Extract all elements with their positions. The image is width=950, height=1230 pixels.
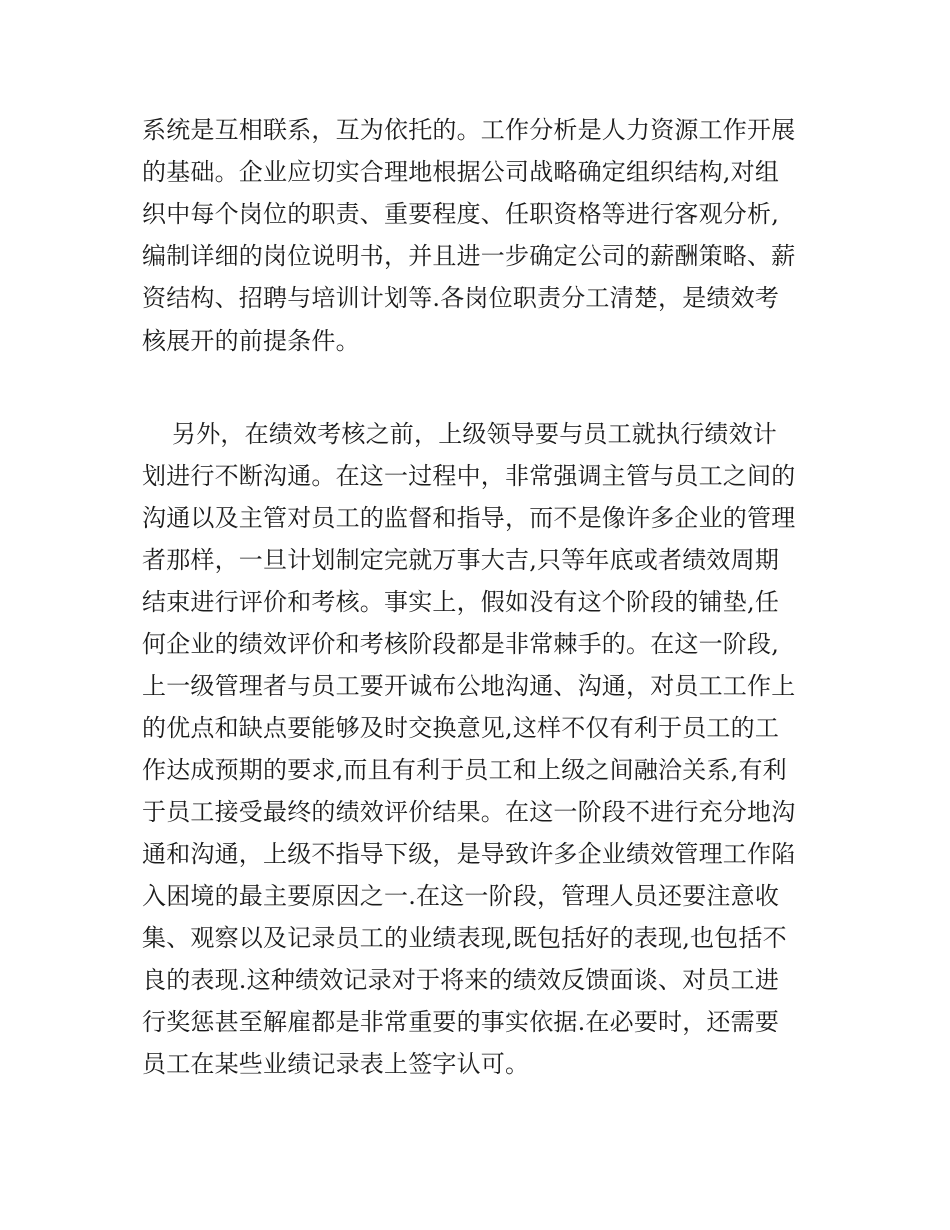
paragraph-1-line-3: 织中每个岗位的职责、重要程度、任职资格等进行客观分析, bbox=[142, 200, 780, 228]
paragraph-2-line-2: 划进行不断沟通。在这一过程中，非常强调主管与员工之间的 bbox=[142, 462, 796, 490]
paragraph-1-line-2: 的基础。企业应切实合理地根据公司战略确定组织结构,对组 bbox=[142, 158, 780, 186]
paragraph-2-line-3: 沟通以及主管对员工的监督和指导，而不是像许多企业的管理 bbox=[142, 504, 796, 532]
paragraph-1-line-5: 资结构、招聘与培训计划等.各岗位职责分工清楚，是绩效考 bbox=[142, 284, 780, 312]
paragraph-2-line-7: 上一级管理者与员工要开诚布公地沟通、沟通，对员工工作上 bbox=[142, 672, 796, 700]
paragraph-2-line-4: 者那样，一旦计划制定完就万事大吉,只等年底或者绩效周期 bbox=[142, 546, 780, 574]
paragraph-1-line-4: 编制详细的岗位说明书，并且进一步确定公司的薪酬策略、薪 bbox=[142, 242, 796, 270]
paragraph-2-line-8: 的优点和缺点要能够及时交换意见,这样不仅有利于员工的工 bbox=[142, 714, 780, 742]
paragraph-2-line-10: 于员工接受最终的绩效评价结果。在这一阶段不进行充分地沟 bbox=[142, 798, 796, 826]
paragraph-2-line-12: 入困境的最主要原因之一.在这一阶段，管理人员还要注意收 bbox=[142, 882, 780, 910]
paragraph-2-line-6: 何企业的绩效评价和考核阶段都是非常棘手的。在这一阶段, bbox=[142, 630, 780, 658]
paragraph-2-line-11: 通和沟通，上级不指导下级，是导致许多企业绩效管理工作陷 bbox=[142, 840, 796, 868]
paragraph-2-line-1: 另外，在绩效考核之前，上级领导要与员工就执行绩效计 bbox=[172, 420, 777, 448]
paragraph-2-line-9: 作达成预期的要求,而且有利于员工和上级之间融洽关系,有利 bbox=[142, 756, 787, 784]
paragraph-2-line-5: 结束进行评价和考核。事实上，假如没有这个阶段的铺垫,任 bbox=[142, 588, 780, 616]
paragraph-1-line-1: 系统是互相联系，互为依托的。工作分析是人力资源工作开展 bbox=[142, 116, 796, 144]
paragraph-2-line-14: 良的表现.这种绩效记录对于将来的绩效反馈面谈、对员工进 bbox=[142, 966, 780, 994]
paragraph-2-line-13: 集、观察以及记录员工的业绩表现,既包括好的表现,也包括不 bbox=[142, 924, 787, 952]
paragraph-2-line-16: 员工在某些业绩记录表上签字认可。 bbox=[142, 1050, 530, 1078]
paragraph-2-line-15: 行奖惩甚至解雇都是非常重要的事实依据.在必要时，还需要 bbox=[142, 1008, 780, 1036]
paragraph-1-line-6: 核展开的前提条件。 bbox=[142, 327, 360, 355]
